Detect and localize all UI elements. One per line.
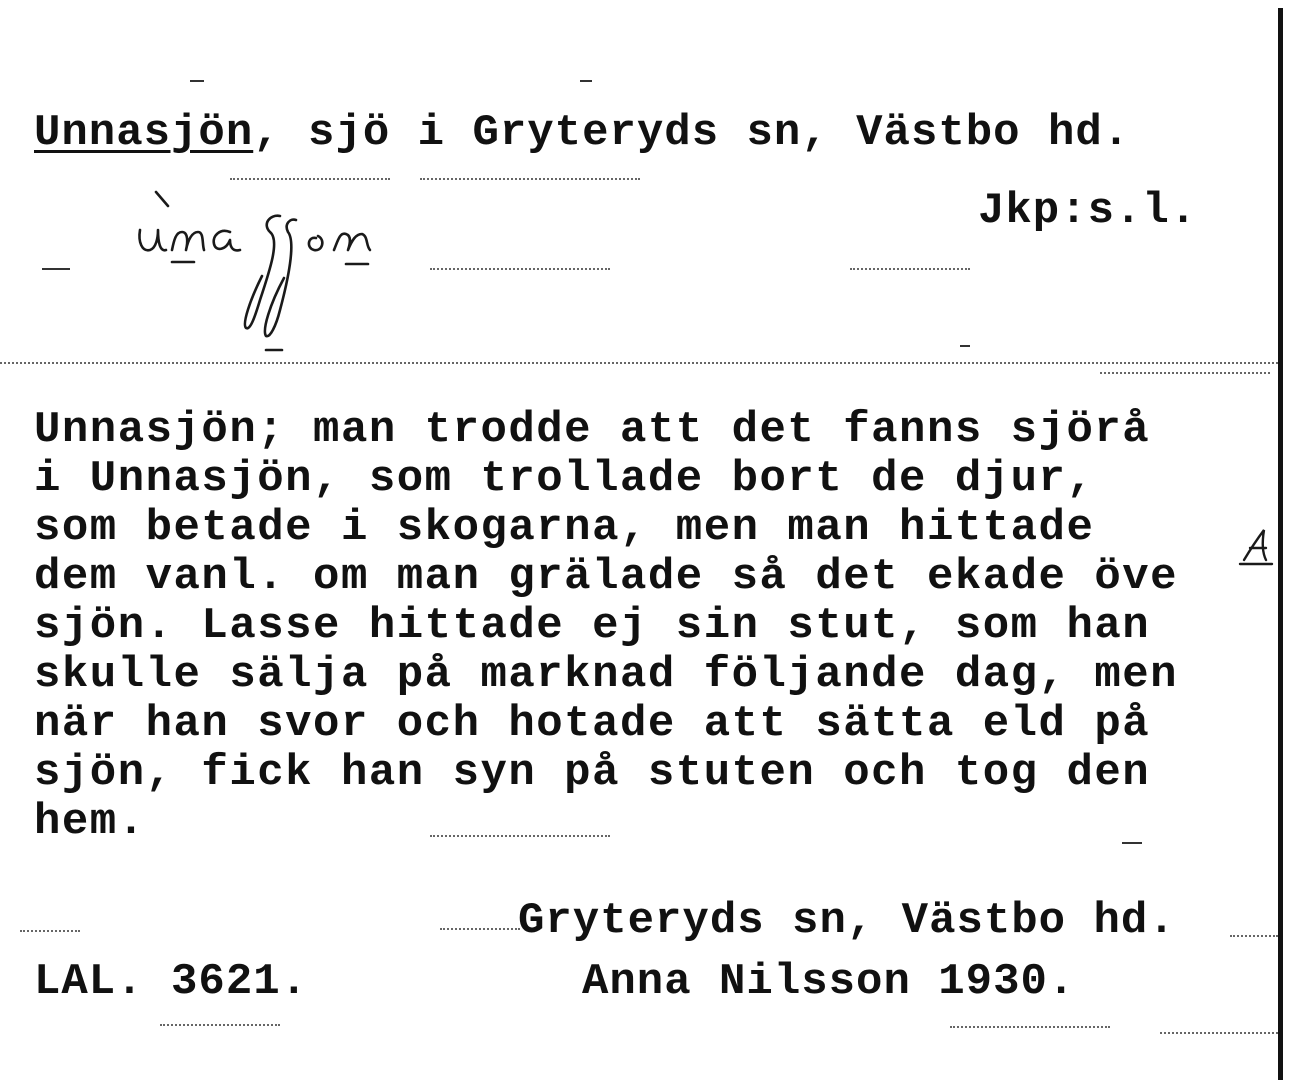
ruled-line — [950, 1026, 1110, 1028]
stray-mark — [190, 80, 204, 82]
informant-name: Anna Nilsson 1930. — [582, 957, 1076, 1007]
record-body — [34, 406, 1274, 847]
ruled-line — [1100, 372, 1270, 374]
handwritten-note — [120, 180, 440, 360]
ruled-line — [160, 1024, 280, 1026]
body-line: i Unnasjön, som trollade bort de djur, — [34, 454, 1095, 504]
footer-place: Gryteryds sn, Västbo hd. — [518, 896, 1176, 946]
headword: Unnasjön — [34, 108, 254, 158]
stray-mark — [42, 268, 70, 270]
ruled-line — [440, 928, 520, 930]
ruled-line — [850, 268, 970, 270]
stray-mark — [960, 345, 970, 347]
body-line: hem. — [34, 797, 146, 847]
heading-details: , sjö i Gryteryds sn, Västbo hd. — [253, 108, 1131, 158]
ruled-line — [1160, 1032, 1278, 1034]
archive-reference: LAL. 3621. — [34, 957, 309, 1007]
ruled-line — [20, 930, 80, 932]
stray-mark — [580, 80, 592, 82]
body-line: sjön. Lasse hittade ej sin stut, som han — [34, 601, 1151, 651]
ruled-line — [1230, 935, 1278, 937]
body-line: när han svor och hotade att sätta eld på — [34, 699, 1151, 749]
body-line: skulle sälja på marknad följande dag, men — [34, 650, 1179, 700]
card-heading — [34, 108, 1130, 158]
body-line: Unnasjön; man trodde att det fanns sjörå — [34, 405, 1151, 455]
margin-mark — [1236, 524, 1276, 568]
ruled-line — [0, 362, 1278, 364]
ruled-line — [430, 268, 610, 270]
ruled-line — [420, 178, 640, 180]
region-code: Jkp:s.l. — [978, 186, 1198, 236]
body-line: dem vanl. om man grälade så det ekade öve — [34, 552, 1179, 602]
body-line: sjön, fick han syn på stuten och tog den — [34, 748, 1151, 798]
card-right-edge — [1278, 8, 1283, 1080]
body-line: som betade i skogarna, men man hittade — [34, 503, 1095, 553]
